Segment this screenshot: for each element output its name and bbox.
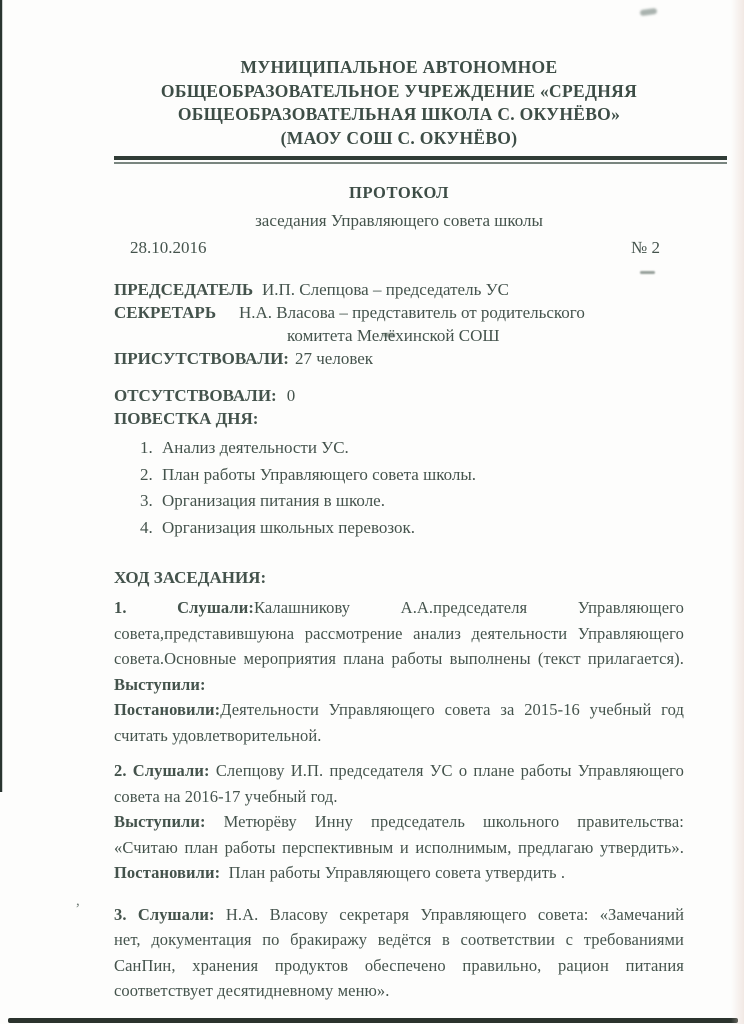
secretary-row	[114, 301, 684, 324]
present-value: 27 человек	[294, 349, 374, 368]
absent-value: 0	[286, 386, 296, 405]
section-1-number: 1.	[114, 598, 127, 617]
org-name-line-2: ОБЩЕОБРАЗОВАТЕЛЬНОЕ УЧРЕЖДЕНИЕ «СРЕДНЯЯ	[160, 80, 638, 101]
scan-edge-right-tint	[731, 0, 744, 1024]
scan-edge-left-line	[0, 0, 2, 792]
agenda-item	[114, 515, 684, 542]
organization-header	[114, 0, 684, 150]
section-2	[114, 758, 684, 886]
section-2-heard-text: Слепцову И.П. председателя УС о плане работы Управляющего	[215, 761, 684, 780]
section-2-spoke-line-1	[114, 809, 684, 835]
chairman-label: ПРЕДСЕДАТЕЛЬ	[114, 280, 254, 299]
section-2-resolved-text: План работы Управляющего совета утвердить .	[228, 863, 566, 882]
section-2-resolved-label: Постановили:	[114, 863, 221, 882]
section-2-spoke-label: Выступили:	[114, 812, 206, 831]
org-name-line-1: МУНИЦИПАЛЬНОЕ АВТОНОМНОЕ	[240, 57, 558, 77]
agenda-title: ПОВЕСТКА ДНЯ:	[114, 409, 259, 428]
section-3-line-2: нет, документация по бракиражу ведётся в соответствии с требованиями	[114, 930, 684, 949]
header-rule	[114, 156, 727, 164]
agenda-item-number: 4.	[140, 517, 153, 537]
section-2-heard-line-2: совета на 2016-17 учебный год.	[114, 786, 338, 806]
section-1	[114, 595, 684, 748]
section-1-heard-line-1	[114, 595, 684, 621]
section-2-spoke-line-2: «Считаю план работы перспективным и исполнимым, предлагаю утвердить».	[114, 837, 684, 857]
section-1-heard-line-2: совета,представившуюна рассмотрение анализ деятельности Управляющего	[114, 623, 684, 643]
section-2-spoke-word-3: председатель	[370, 812, 465, 831]
agenda-item	[114, 462, 684, 489]
section-3	[114, 902, 684, 1004]
section-1-heard-word: Калашникову	[253, 598, 351, 617]
agenda-item-number: 2.	[140, 464, 153, 484]
section-3-line-3: СанПин, хранения продуктов обеспечено правильно, рацион питания	[114, 955, 684, 975]
header-rule-thin-line	[114, 162, 727, 164]
agenda-item-text: Организация школьных перевозок.	[162, 517, 416, 537]
section-2-spoke-word-5: правительства:	[577, 812, 684, 831]
section-2-spoke-word-2: Инну	[314, 812, 353, 831]
section-1-resolved-text: Деятельности Управляющего совета за 2015-16 учебный год	[220, 700, 684, 719]
agenda-item-text: План работы Управляющего совета школы.	[162, 464, 477, 484]
scan-mark-comma: ,	[76, 893, 80, 909]
section-2-spoke-word-4: школьного	[482, 812, 560, 831]
secretary-value-line-2: комитета Мелёхинской СОШ	[287, 326, 500, 345]
document-number: № 2	[631, 238, 660, 257]
date-number-row	[114, 238, 684, 258]
org-name-line-4: (МАОУ СОШ С. ОКУНЁВО)	[280, 127, 518, 148]
secretary-value-line-1: Н.А. Власова – представитель от родительского	[239, 303, 585, 322]
scan-edge-bottom-line	[8, 1018, 738, 1023]
agenda-item-number: 3.	[140, 491, 153, 510]
section-2-heard-label: 2. Слушали:	[114, 761, 210, 780]
section-1-spoke-label: Выступили:	[114, 674, 206, 694]
agenda-item-text: Организация питания в школе.	[162, 491, 385, 510]
section-3-heard-label: 3. Слушали:	[114, 904, 215, 924]
section-1-heard-chunk-1	[177, 595, 350, 621]
agenda-item	[114, 435, 684, 462]
document-content	[114, 0, 684, 1004]
section-2-resolved-line	[114, 860, 684, 886]
header-rule-thick-line	[114, 156, 727, 160]
section-3-line-4: соответствует десятидневному меню».	[114, 981, 390, 1000]
section-3-heard-line-1	[114, 902, 684, 928]
section-1-resolved-label: Постановили:	[114, 700, 221, 719]
section-1-heard-chunk-2: А.А.председателя	[400, 598, 528, 617]
section-1-resolved-line-2: считать удовлетворительной.	[114, 725, 322, 745]
proceedings-title: ХОД ЗАСЕДАНИЯ:	[114, 568, 267, 587]
secretary-label: СЕКРЕТАРЬ	[114, 303, 217, 322]
chairman-value: И.П. Слепцова – председатель УС	[262, 280, 509, 299]
section-1-heard-chunk-3: Управляющего	[577, 598, 684, 617]
present-label: ПРИСУТСТВОВАЛИ:	[114, 349, 289, 368]
agenda-list	[114, 435, 684, 541]
section-3-heard-text: Н.А. Власову секретаря Управляющего совета: «Замечаний	[225, 904, 684, 924]
document-title: ПРОТОКОЛ	[349, 183, 449, 202]
section-1-resolved-line-1	[114, 697, 684, 723]
agenda-item-text: Анализ деятельности УС.	[162, 438, 349, 457]
section-2-heard-line-1	[114, 758, 684, 784]
org-name-line-3: ОБЩЕОБРАЗОВАТЕЛЬНАЯ ШКОЛА С. ОКУНЁВО»	[177, 104, 621, 124]
absent-row	[114, 385, 684, 407]
agenda-item-number: 1.	[140, 438, 153, 457]
section-2-spoke-word-1: Метюрёву	[223, 812, 297, 831]
document-date: 28.10.2016	[130, 238, 207, 257]
document-subtitle: заседания Управляющего совета школы	[255, 211, 543, 230]
meeting-meta	[114, 278, 684, 370]
section-1-heard-line-3: совета.Основные мероприятия плана работы выполнены (текст прилагается).	[114, 649, 684, 668]
section-1-heard-label: Слушали:	[177, 598, 254, 617]
agenda-item	[114, 488, 684, 515]
chairman-row	[114, 278, 684, 301]
present-row	[114, 347, 684, 370]
absent-label: ОТСУТСТВОВАЛИ:	[114, 386, 277, 405]
